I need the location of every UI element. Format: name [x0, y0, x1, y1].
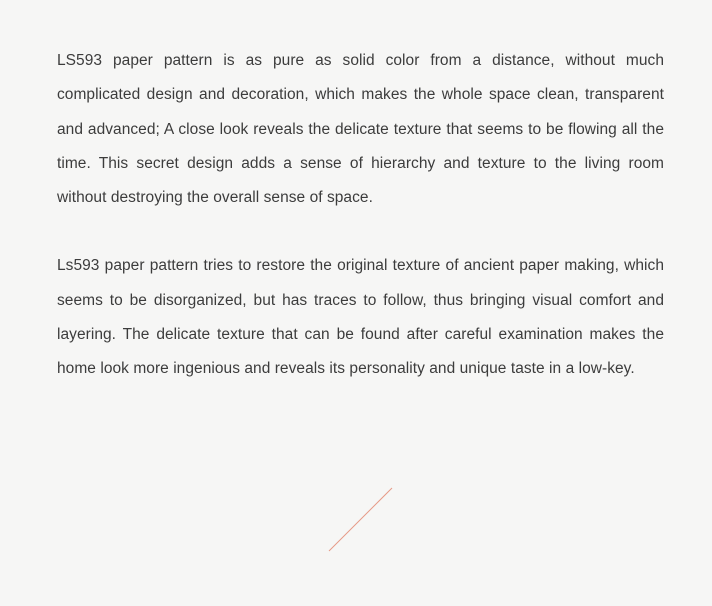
paragraph-2: Ls593 paper pattern tries to restore the original texture of ancient paper making, which seems to be disorganized, but has traces to follow, thus bringing visual comfort and layering. The delicate texture that can be found after careful examination makes the home look more ingenious and reveals its personality and unique taste in a low-key.	[57, 257, 664, 378]
article-body	[57, 44, 664, 387]
accent-stroke	[329, 488, 392, 551]
paragraph-1: LS593 paper pattern is as pure as solid color from a distance, without much complicated design and decoration, which makes the whole space clean, transparent and advanced; A close look reveals the delicate texture that seems to be flowing all the time. This secret design adds a sense of hierarchy and texture to the living room without destroying the overall sense of space.	[57, 52, 664, 207]
